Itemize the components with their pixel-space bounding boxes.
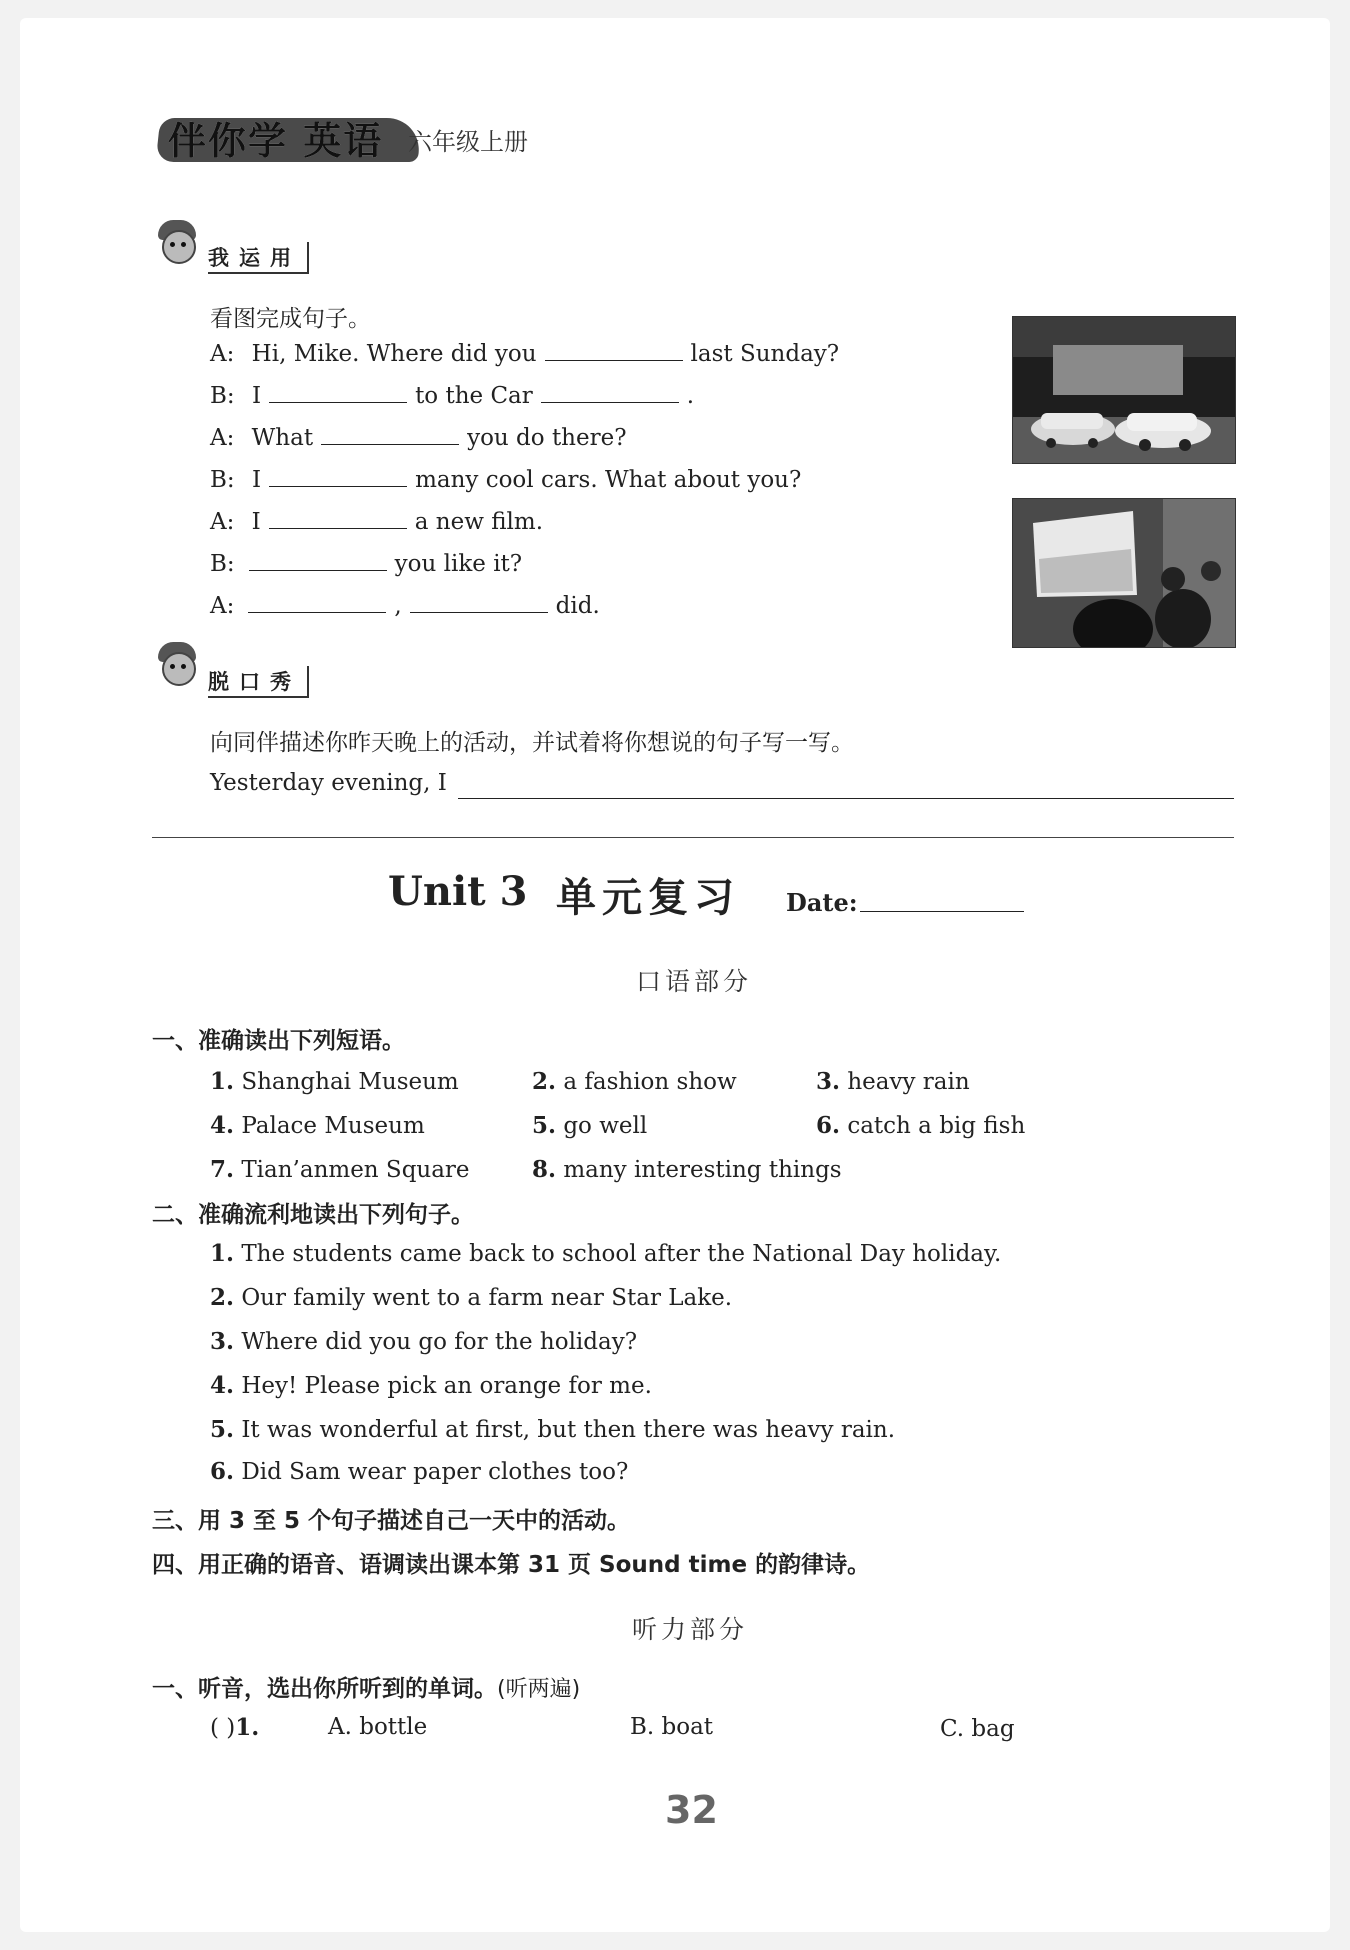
- instruction-use: 看图完成句子。: [210, 306, 371, 332]
- answer-blank[interactable]: [269, 466, 407, 487]
- phrase-item: 2. a fashion show: [532, 1068, 737, 1095]
- section-label-talk: 脱口秀: [208, 666, 309, 698]
- phrase-item: 7. Tian’anmen Square: [210, 1156, 470, 1183]
- phrase-item: 1. Shanghai Museum: [210, 1068, 459, 1095]
- answer-blank[interactable]: [410, 592, 548, 613]
- answer-paren[interactable]: ( ): [210, 1715, 236, 1741]
- phrase-item: 4. Palace Museum: [210, 1112, 425, 1139]
- listening-heading: 听力部分: [632, 1615, 749, 1644]
- cinema-photo: [1012, 498, 1236, 648]
- oral-q2-title: 二、准确流利地读出下列句子。: [152, 1202, 474, 1228]
- dialogue-line-5: A: I a new film.: [210, 509, 544, 535]
- answer-blank[interactable]: [249, 550, 387, 571]
- answer-blank[interactable]: [269, 382, 407, 403]
- answer-blank[interactable]: [545, 340, 683, 361]
- answer-blank[interactable]: [269, 508, 407, 529]
- dialogue-line-6: B: you like it?: [210, 551, 523, 577]
- instruction-talk: 向同伴描述你昨天晚上的活动，并试着将你想说的句子写一写。: [210, 730, 854, 756]
- dialogue-line-7: A: , did.: [210, 593, 600, 619]
- oral-q3-title: 三、用 3 至 5 个句子描述自己一天中的活动。: [152, 1508, 631, 1534]
- car-show-photo: [1012, 316, 1236, 464]
- phrase-item: 6. catch a big fish: [816, 1112, 1026, 1139]
- sentence-item: 6. Did Sam wear paper clothes too?: [210, 1458, 629, 1485]
- unit-title: Unit 3: [388, 868, 528, 915]
- sentence-item: 3. Where did you go for the holiday?: [210, 1328, 638, 1355]
- talk-prompt: Yesterday evening, I: [210, 770, 447, 796]
- answer-blank[interactable]: [541, 382, 679, 403]
- sentence-item: 2. Our family went to a farm near Star Lake.: [210, 1284, 733, 1311]
- date-field[interactable]: [860, 911, 1024, 912]
- answer-blank[interactable]: [248, 592, 386, 613]
- oral-heading: 口语部分: [636, 967, 753, 996]
- phrase-item: 8. many interesting things: [532, 1156, 842, 1183]
- section-label-use: 我运用: [208, 242, 309, 274]
- dialogue-line-1: A: Hi, Mike. Where did you last Sunday?: [210, 341, 840, 367]
- dialogue-line-2: B: I to the Car .: [210, 383, 695, 409]
- oral-q4-title: 四、用正确的语音、语调读出课本第 31 页 Sound time 的韵律诗。: [152, 1552, 871, 1578]
- date-label: Date:: [786, 888, 858, 917]
- sentence-item: 4. Hey! Please pick an orange for me.: [210, 1372, 652, 1399]
- dialogue-line-3: A: What you do there?: [210, 425, 627, 451]
- phrase-item: 3. heavy rain: [816, 1068, 970, 1095]
- answer-blank[interactable]: [321, 424, 459, 445]
- listening-q1-title: 一、听音，选出你所听到的单词。(听两遍): [152, 1676, 581, 1702]
- option-c: C. bag: [940, 1716, 1015, 1742]
- section-divider: [152, 837, 1234, 838]
- option-a: A. bottle: [328, 1714, 428, 1740]
- workbook-page: [20, 18, 1330, 1932]
- unit-chinese-title: 单元复习: [556, 875, 740, 921]
- mascot-icon: [154, 640, 200, 686]
- phrase-item: 5. go well: [532, 1112, 648, 1139]
- sentence-item: 1. The students came back to school after the National Day holiday.: [210, 1240, 1002, 1267]
- talk-answer-line[interactable]: [458, 798, 1234, 799]
- oral-q1-title: 一、准确读出下列短语。: [152, 1028, 405, 1054]
- option-b: B. boat: [630, 1714, 714, 1740]
- dialogue-line-4: B: I many cool cars. What about you?: [210, 467, 802, 493]
- grade-label: 六年级上册: [408, 128, 528, 156]
- page-number: 32: [665, 1788, 718, 1832]
- listening-item: ( )1.: [210, 1714, 260, 1741]
- brand-title: 伴你学 英语: [168, 119, 384, 163]
- sentence-item: 5. It was wonderful at first, but then there was heavy rain.: [210, 1416, 896, 1443]
- mascot-icon: [154, 218, 200, 264]
